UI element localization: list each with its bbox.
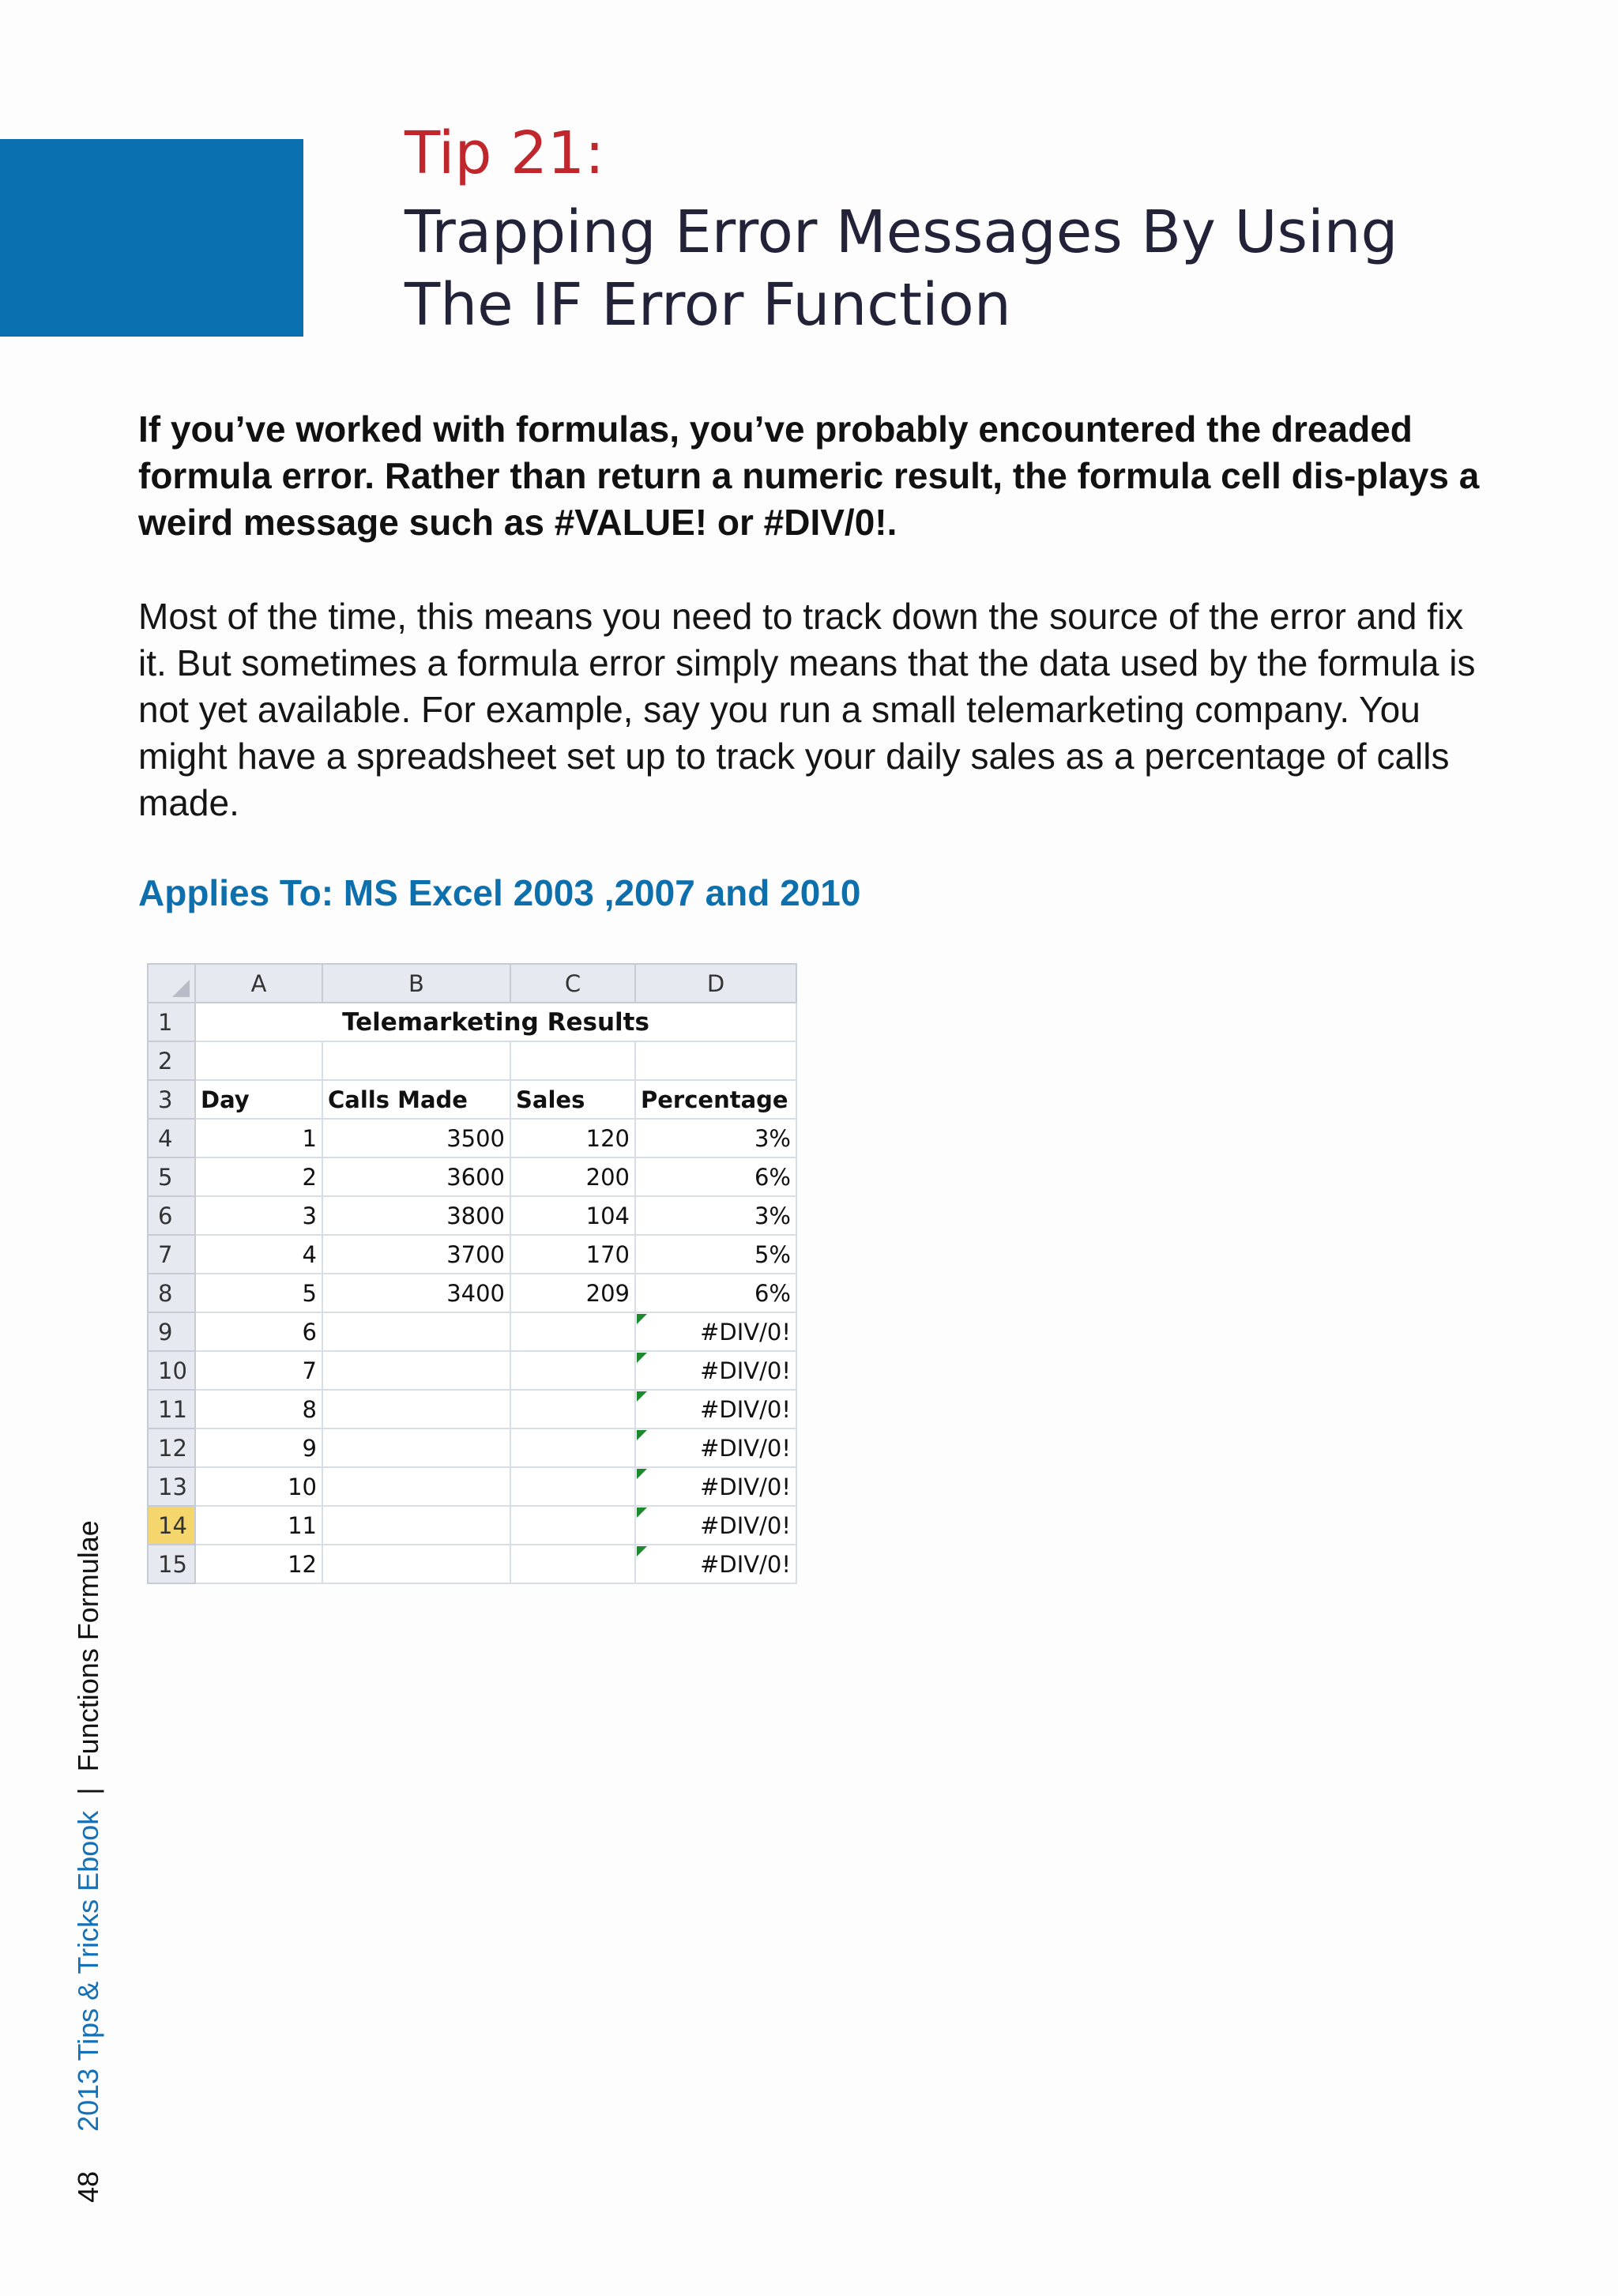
header-cell-day: Day (195, 1080, 322, 1119)
sheet-title-cell: Telemarketing Results (195, 1003, 796, 1041)
header-cell-calls-made: Calls Made (322, 1080, 510, 1119)
cell-day: 12 (195, 1545, 322, 1583)
row-number: 9 (148, 1312, 195, 1351)
cell (195, 1041, 322, 1080)
cell-sales (510, 1545, 635, 1583)
error-value: #DIV/0! (700, 1357, 791, 1384)
cell-calls-made (322, 1351, 510, 1390)
cell-day: 10 (195, 1467, 322, 1506)
error-indicator-icon (637, 1314, 647, 1324)
cell-day: 6 (195, 1312, 322, 1351)
cell-percentage-error (635, 1545, 796, 1583)
cell-calls-made: 3800 (322, 1196, 510, 1235)
applies-to-heading: Applies To: MS Excel 2003 ,2007 and 2010 (138, 872, 861, 913)
cell-day: 3 (195, 1196, 322, 1235)
cell-calls-made: 3400 (322, 1274, 510, 1312)
row-number-active: 14 (148, 1506, 195, 1545)
row-number: 5 (148, 1157, 195, 1196)
cell-sales (510, 1312, 635, 1351)
error-indicator-icon (637, 1469, 647, 1479)
row-number: 15 (148, 1545, 195, 1583)
cell-percentage: 6% (635, 1274, 796, 1312)
error-indicator-icon (637, 1391, 647, 1402)
row-number: 10 (148, 1351, 195, 1390)
table-row (148, 1080, 796, 1119)
row-number: 11 (148, 1390, 195, 1428)
cell-calls-made (322, 1506, 510, 1545)
cell-percentage: 6% (635, 1157, 796, 1196)
row-number: 12 (148, 1428, 195, 1467)
cell-sales: 104 (510, 1196, 635, 1235)
cell-sales (510, 1351, 635, 1390)
row-number: 7 (148, 1235, 195, 1274)
column-header-a: A (195, 964, 322, 1003)
error-indicator-icon (637, 1353, 647, 1363)
table-row (148, 1003, 796, 1041)
cell (322, 1041, 510, 1080)
side-footer (72, 1520, 105, 2203)
table-row (148, 1274, 796, 1312)
column-header-row (148, 964, 796, 1003)
error-value: #DIV/0! (700, 1434, 791, 1462)
cell-calls-made (322, 1428, 510, 1467)
cell-percentage: 3% (635, 1119, 796, 1157)
table-row (148, 1390, 796, 1428)
cell-percentage: 5% (635, 1235, 796, 1274)
column-header-c: C (510, 964, 635, 1003)
table-row (148, 1428, 796, 1467)
table-row (148, 1119, 796, 1157)
header-accent-block (0, 139, 303, 337)
spreadsheet-screenshot (147, 963, 797, 1584)
table-row (148, 1157, 796, 1196)
column-header-b: B (322, 964, 510, 1003)
tip-title (404, 196, 1398, 341)
cell (510, 1041, 635, 1080)
cell-day: 11 (195, 1506, 322, 1545)
header-cell-sales: Sales (510, 1080, 635, 1119)
cell-day: 7 (195, 1351, 322, 1390)
table-row (148, 1351, 796, 1390)
section-title: Functions Formulae (72, 1520, 104, 1772)
column-header-d: D (635, 964, 796, 1003)
row-number: 6 (148, 1196, 195, 1235)
cell-calls-made: 3600 (322, 1157, 510, 1196)
cell-day: 2 (195, 1157, 322, 1196)
table-row (148, 1506, 796, 1545)
cell-calls-made (322, 1545, 510, 1583)
select-all-corner (148, 964, 195, 1003)
table-row (148, 1041, 796, 1080)
cell-sales (510, 1428, 635, 1467)
row-number: 13 (148, 1467, 195, 1506)
cell-sales: 209 (510, 1274, 635, 1312)
tip-title-line2: The IF Error Function (404, 271, 1011, 339)
tip-title-line1: Trapping Error Messages By Using (404, 198, 1398, 266)
table-row (148, 1545, 796, 1583)
body-paragraph: Most of the time, this means you need to track down the source of the error and fix it. But sometimes a formula error simply means that the data used by the formula is not yet available. For example, say you run a small telemarketing company. You might have a spreadsheet set up to track your daily sales as a percentage of calls made. (138, 596, 1476, 823)
cell-calls-made (322, 1312, 510, 1351)
cell-percentage-error (635, 1467, 796, 1506)
error-indicator-icon (637, 1546, 647, 1556)
table-row (148, 1467, 796, 1506)
cell-day: 1 (195, 1119, 322, 1157)
row-number: 8 (148, 1274, 195, 1312)
footer-separator: | (72, 1787, 104, 1795)
tip-number: Tip 21: (404, 119, 605, 187)
cell-sales (510, 1467, 635, 1506)
table-row (148, 1196, 796, 1235)
select-all-triangle-icon (172, 980, 190, 997)
cell-percentage-error (635, 1428, 796, 1467)
error-value: #DIV/0! (700, 1473, 791, 1500)
error-value: #DIV/0! (700, 1550, 791, 1578)
cell-percentage: 3% (635, 1196, 796, 1235)
table-row (148, 1235, 796, 1274)
row-number: 1 (148, 1003, 195, 1041)
cell-percentage-error (635, 1390, 796, 1428)
cell-calls-made: 3500 (322, 1119, 510, 1157)
cell-day: 8 (195, 1390, 322, 1428)
cell-day: 4 (195, 1235, 322, 1274)
header-cell-percentage: Percentage (635, 1080, 796, 1119)
error-indicator-icon (637, 1507, 647, 1518)
page-number: 48 (72, 2170, 104, 2203)
cell-calls-made (322, 1390, 510, 1428)
cell-sales: 200 (510, 1157, 635, 1196)
cell-calls-made: 3700 (322, 1235, 510, 1274)
cell (635, 1041, 796, 1080)
cell-percentage-error (635, 1506, 796, 1545)
error-value: #DIV/0! (700, 1318, 791, 1346)
cell-sales (510, 1390, 635, 1428)
cell-percentage-error (635, 1351, 796, 1390)
error-indicator-icon (637, 1430, 647, 1440)
cell-sales: 170 (510, 1235, 635, 1274)
row-number: 2 (148, 1041, 195, 1080)
row-number: 3 (148, 1080, 195, 1119)
table-row (148, 1312, 796, 1351)
cell-sales: 120 (510, 1119, 635, 1157)
cell-percentage-error (635, 1312, 796, 1351)
error-value: #DIV/0! (700, 1395, 791, 1423)
book-title: 2013 Tips & Tricks Ebook (72, 1810, 104, 2132)
cell-day: 9 (195, 1428, 322, 1467)
cell-calls-made (322, 1467, 510, 1506)
row-number: 4 (148, 1119, 195, 1157)
error-value: #DIV/0! (700, 1511, 791, 1539)
cell-day: 5 (195, 1274, 322, 1312)
cell-sales (510, 1506, 635, 1545)
intro-paragraph: If you’ve worked with formulas, you’ve probably encountered the dreaded formula error. Rather than return a numeric result, the formula cell dis-plays a weird message such as #VALUE! or #DIV/0!. (138, 408, 1480, 543)
